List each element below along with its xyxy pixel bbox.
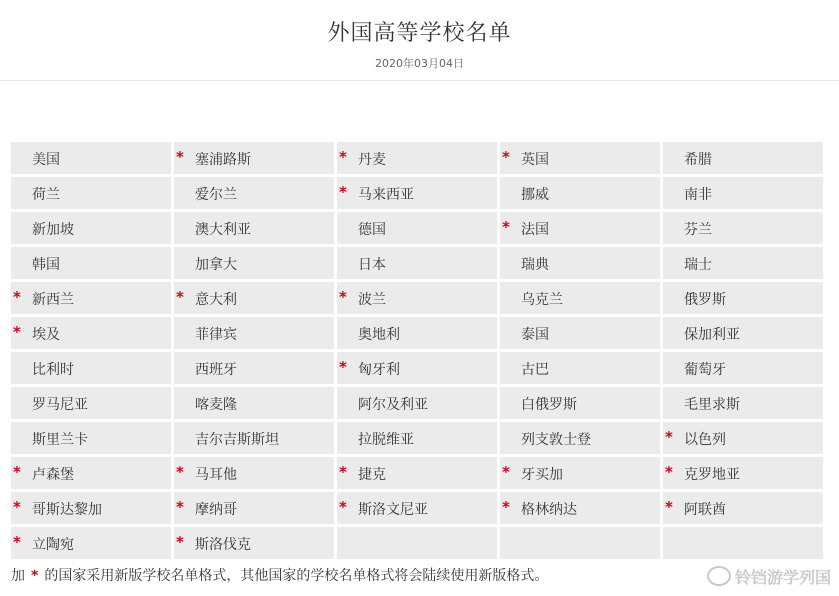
new-format-star: * bbox=[13, 533, 21, 551]
table-cell bbox=[174, 527, 334, 559]
country-name: 斯洛文尼亚 bbox=[358, 502, 428, 518]
country-name: 加拿大 bbox=[195, 257, 237, 273]
table-cell bbox=[337, 247, 497, 279]
country-name: 日本 bbox=[358, 257, 386, 273]
country-name: 奥地利 bbox=[358, 327, 400, 343]
country-name: 法国 bbox=[521, 222, 549, 238]
country-name: 英国 bbox=[521, 152, 549, 168]
country-name: 马耳他 bbox=[195, 467, 237, 483]
new-format-star: * bbox=[665, 463, 673, 481]
table-cell bbox=[500, 352, 660, 384]
country-name: 哥斯达黎加 bbox=[32, 502, 102, 518]
table-cell bbox=[174, 282, 334, 314]
table-cell bbox=[337, 282, 497, 314]
table-cell bbox=[11, 317, 171, 349]
publish-date: 2020年03月04日 bbox=[375, 57, 464, 70]
new-format-star: * bbox=[339, 358, 347, 376]
country-name: 阿联酋 bbox=[684, 502, 726, 518]
table-cell bbox=[337, 387, 497, 419]
table-cell bbox=[11, 527, 171, 559]
table-cell bbox=[663, 352, 823, 384]
country-name: 立陶宛 bbox=[32, 537, 74, 553]
country-name: 古巴 bbox=[521, 362, 549, 378]
country-name: 罗马尼亚 bbox=[32, 397, 88, 413]
country-name: 保加利亚 bbox=[684, 327, 740, 343]
table-cell bbox=[174, 317, 334, 349]
country-name: 菲律宾 bbox=[195, 327, 237, 343]
country-name: 挪威 bbox=[521, 187, 549, 203]
table-cell bbox=[500, 457, 660, 489]
table-cell bbox=[500, 527, 660, 559]
table-cell bbox=[174, 492, 334, 524]
table-cell bbox=[663, 142, 823, 174]
country-name: 格林纳达 bbox=[521, 502, 577, 518]
country-name: 牙买加 bbox=[521, 467, 563, 483]
new-format-star: * bbox=[339, 148, 347, 166]
footnote-star: * bbox=[31, 568, 39, 584]
country-name: 西班牙 bbox=[195, 362, 237, 378]
watermark-text: 铃铛游学列国 bbox=[734, 568, 831, 587]
table-cell bbox=[500, 317, 660, 349]
table-cell bbox=[500, 492, 660, 524]
country-name: 拉脱维亚 bbox=[358, 432, 414, 448]
country-name: 吉尔吉斯斯坦 bbox=[195, 432, 279, 448]
page-title: 外国高等学校名单 bbox=[327, 21, 512, 46]
new-format-star: * bbox=[176, 288, 184, 306]
table-cell bbox=[174, 212, 334, 244]
table-cell bbox=[500, 142, 660, 174]
table-cell bbox=[337, 457, 497, 489]
table-cell bbox=[663, 527, 823, 559]
table-cell bbox=[500, 212, 660, 244]
new-format-star: * bbox=[339, 288, 347, 306]
country-name: 波兰 bbox=[358, 292, 386, 308]
country-name: 爱尔兰 bbox=[195, 187, 237, 203]
watermark bbox=[707, 565, 831, 588]
table-cell bbox=[174, 177, 334, 209]
new-format-star: * bbox=[339, 463, 347, 481]
table-cell bbox=[663, 457, 823, 489]
new-format-star: * bbox=[502, 463, 510, 481]
country-name: 摩纳哥 bbox=[195, 502, 237, 518]
country-name: 比利时 bbox=[32, 362, 74, 378]
country-name: 以色列 bbox=[684, 432, 726, 448]
footnote-text: 的国家采用新版学校名单格式，其他国家的学校名单格式将会陆续使用新版格式。 bbox=[44, 568, 549, 584]
new-format-star: * bbox=[339, 183, 347, 201]
country-name: 南非 bbox=[684, 187, 712, 203]
country-table bbox=[11, 142, 827, 559]
country-name: 白俄罗斯 bbox=[521, 397, 577, 413]
new-format-star: * bbox=[502, 218, 510, 236]
table-cell bbox=[663, 247, 823, 279]
country-name: 希腊 bbox=[684, 152, 712, 168]
country-name: 芬兰 bbox=[684, 222, 712, 238]
country-name: 瑞典 bbox=[521, 257, 549, 273]
table-cell bbox=[663, 177, 823, 209]
country-name: 匈牙利 bbox=[358, 362, 400, 378]
new-format-star: * bbox=[176, 148, 184, 166]
table-cell bbox=[663, 387, 823, 419]
new-format-star: * bbox=[176, 463, 184, 481]
country-name: 毛里求斯 bbox=[684, 397, 740, 413]
country-name: 埃及 bbox=[32, 327, 60, 343]
country-name: 瑞士 bbox=[684, 257, 712, 273]
table-cell bbox=[500, 387, 660, 419]
country-name: 澳大利亚 bbox=[195, 222, 251, 238]
country-name: 斯里兰卡 bbox=[32, 432, 88, 448]
table-cell bbox=[337, 317, 497, 349]
table-cell bbox=[337, 492, 497, 524]
new-format-star: * bbox=[13, 323, 21, 341]
table-cell bbox=[663, 212, 823, 244]
table-cell bbox=[337, 352, 497, 384]
table-cell bbox=[174, 247, 334, 279]
country-name: 新加坡 bbox=[32, 222, 74, 238]
country-name: 捷克 bbox=[358, 467, 386, 483]
table-cell bbox=[500, 247, 660, 279]
country-name: 卢森堡 bbox=[32, 467, 74, 483]
table-cell bbox=[663, 282, 823, 314]
country-name: 荷兰 bbox=[32, 187, 60, 203]
new-format-star: * bbox=[13, 463, 21, 481]
table-cell bbox=[337, 212, 497, 244]
weibo-icon bbox=[707, 566, 731, 586]
country-name: 新西兰 bbox=[32, 292, 74, 308]
table-cell bbox=[337, 422, 497, 454]
page-header bbox=[0, 0, 839, 81]
table-cell bbox=[663, 317, 823, 349]
table-cell bbox=[500, 282, 660, 314]
table-cell bbox=[174, 352, 334, 384]
country-name: 斯洛伐克 bbox=[195, 537, 251, 553]
table-cell bbox=[11, 212, 171, 244]
footnote-prefix: 加 bbox=[11, 568, 25, 584]
table-cell bbox=[11, 352, 171, 384]
country-name: 意大利 bbox=[195, 292, 237, 308]
table-cell bbox=[174, 142, 334, 174]
table-cell bbox=[337, 527, 497, 559]
country-name: 丹麦 bbox=[358, 152, 386, 168]
table-cell bbox=[11, 457, 171, 489]
country-name: 葡萄牙 bbox=[684, 362, 726, 378]
new-format-star: * bbox=[502, 148, 510, 166]
country-name: 乌克兰 bbox=[521, 292, 563, 308]
table-cell bbox=[337, 177, 497, 209]
table-cell bbox=[11, 422, 171, 454]
new-format-star: * bbox=[176, 533, 184, 551]
new-format-star: * bbox=[13, 498, 21, 516]
table-cell bbox=[11, 142, 171, 174]
country-name: 俄罗斯 bbox=[684, 292, 726, 308]
new-format-star: * bbox=[665, 428, 673, 446]
country-name: 列支敦士登 bbox=[521, 432, 591, 448]
new-format-star: * bbox=[502, 498, 510, 516]
country-name: 克罗地亚 bbox=[684, 467, 740, 483]
country-name: 马来西亚 bbox=[358, 187, 414, 203]
country-name: 韩国 bbox=[32, 257, 60, 273]
table-cell bbox=[11, 247, 171, 279]
table-cell bbox=[500, 422, 660, 454]
table-cell bbox=[500, 177, 660, 209]
table-cell bbox=[663, 422, 823, 454]
table-cell bbox=[11, 177, 171, 209]
table-cell bbox=[174, 387, 334, 419]
new-format-star: * bbox=[176, 498, 184, 516]
new-format-star: * bbox=[665, 498, 673, 516]
table-cell bbox=[337, 142, 497, 174]
footnote bbox=[11, 565, 548, 585]
table-cell bbox=[11, 282, 171, 314]
country-name: 德国 bbox=[358, 222, 386, 238]
new-format-star: * bbox=[339, 498, 347, 516]
country-name: 塞浦路斯 bbox=[195, 152, 251, 168]
table-cell bbox=[11, 387, 171, 419]
table-cell bbox=[174, 422, 334, 454]
table-cell bbox=[174, 457, 334, 489]
country-name: 美国 bbox=[32, 152, 60, 168]
country-name: 泰国 bbox=[521, 327, 549, 343]
table-cell bbox=[11, 492, 171, 524]
country-name: 喀麦隆 bbox=[195, 397, 237, 413]
country-name: 阿尔及利亚 bbox=[358, 397, 428, 413]
new-format-star: * bbox=[13, 288, 21, 306]
table-cell bbox=[663, 492, 823, 524]
